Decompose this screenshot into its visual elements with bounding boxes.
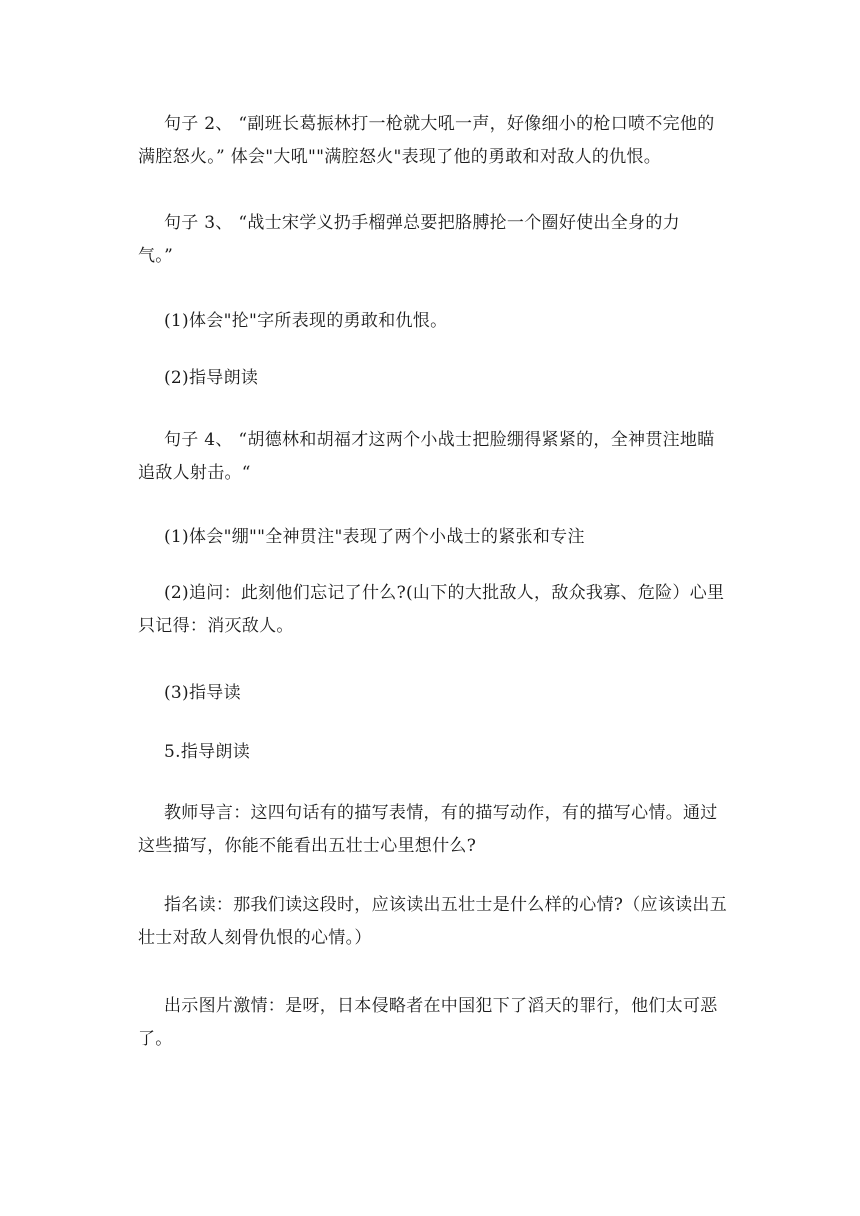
paragraph-item-2b [138, 577, 738, 643]
text-line: 句子 3、 “战士宋学义扔手榴弹总要把胳膊抡一个圈好使出全身的力 [164, 213, 680, 233]
text-line: (1)体会"绷""全神贯注"表现了两个小战士的紧张和专注 [164, 527, 585, 547]
paragraph-sentence-4 [138, 424, 738, 490]
paragraph-item-1b [138, 521, 738, 554]
text-line: (3)指导读 [164, 683, 241, 703]
paragraph-teacher-intro [138, 797, 738, 863]
text-line: (1)体会"抡"字所表现的勇敢和仇恨。 [164, 311, 448, 331]
text-line: 满腔怒火。” 体会"大吼""满腔怒火"表现了他的勇敢和对敌人的仇恨。 [138, 147, 662, 167]
text-line: 出示图片激情：是呀，日本侵略者在中国犯下了滔天的罪行，他们太可恶 [164, 996, 718, 1016]
text-line: 气。” [138, 246, 174, 266]
paragraph-reading [138, 889, 738, 955]
paragraph-sentence-2 [138, 108, 738, 174]
text-line: 5.指导朗读 [164, 742, 251, 762]
paragraph-item-2 [138, 362, 738, 395]
paragraph-item-1 [138, 305, 738, 338]
text-line: 句子 4、 “胡德林和胡福才这两个小战士把脸绷得紧紧的，全神贯注地瞄 [164, 430, 715, 450]
paragraph-step-5 [138, 736, 738, 769]
text-line: (2)指导朗读 [164, 368, 259, 388]
text-line: 壮士对敌人刻骨仇恨的心情。） [138, 928, 372, 948]
text-line: 了。 [138, 1029, 173, 1049]
paragraph-image-prompt [138, 990, 738, 1056]
text-line: 句子 2、 “副班长葛振林打一枪就大吼一声，好像细小的枪口喷不完他的 [164, 114, 715, 134]
text-line: 只记得：消灭敌人。 [138, 616, 294, 636]
text-line: (2)追问：此刻他们忘记了什么?(山下的大批敌人，敌众我寡、危险）心里 [164, 583, 725, 603]
text-line: 教师导言：这四句话有的描写表情，有的描写动作，有的描写心情。通过 [164, 803, 718, 823]
paragraph-sentence-3 [138, 207, 738, 273]
text-line: 这些描写，你能不能看出五壮士心里想什么? [138, 836, 477, 856]
paragraph-item-3 [138, 677, 738, 710]
text-line: 指名读：那我们读这段时，应该读出五壮士是什么样的心情?（应该读出五 [164, 895, 728, 915]
text-line: 追敌人射击。“ [138, 463, 251, 483]
